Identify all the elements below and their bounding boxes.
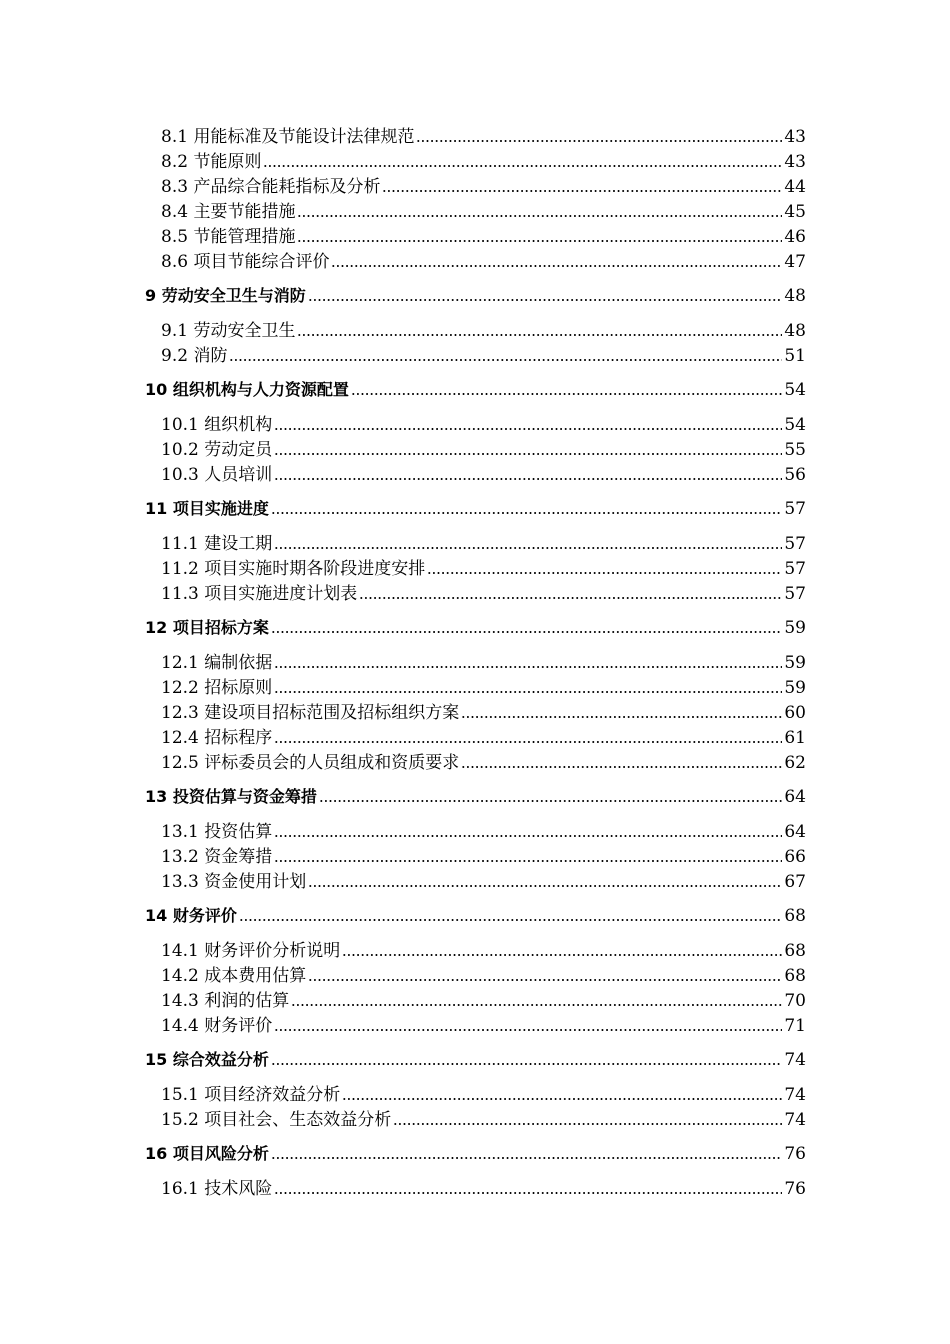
- toc-page-number: 74: [784, 1050, 806, 1070]
- dot-leader: [274, 1191, 782, 1195]
- toc-page-number: 59: [784, 653, 806, 673]
- toc-page-number: 76: [784, 1179, 806, 1199]
- toc-entry-line: [145, 903, 806, 927]
- toc-entry-line: [145, 615, 806, 639]
- toc-section-entry[interactable]: [0, 819, 950, 843]
- toc-chapter-entry[interactable]: [0, 1141, 950, 1165]
- toc-section-entry[interactable]: [0, 1082, 950, 1106]
- toc-entry-line: [161, 1176, 806, 1200]
- toc-section-entry[interactable]: [0, 531, 950, 555]
- toc-entry-line: [161, 1082, 806, 1106]
- toc-section-entry[interactable]: [0, 343, 950, 367]
- toc-entry-title: 9 劳动安全卫生与消防: [145, 286, 306, 305]
- toc-page-number: 45: [784, 202, 806, 222]
- dot-leader: [229, 358, 782, 362]
- dot-leader: [271, 1156, 783, 1160]
- toc-section-entry[interactable]: [0, 988, 950, 1012]
- toc-section-entry[interactable]: [0, 650, 950, 674]
- toc-section-entry[interactable]: [0, 412, 950, 436]
- toc-entry-title: 11 项目实施进度: [145, 499, 269, 518]
- toc-entry-title: 8.4 主要节能措施: [161, 202, 296, 222]
- toc-page-number: 55: [784, 440, 806, 460]
- dot-leader: [331, 264, 782, 268]
- dot-leader: [239, 918, 783, 922]
- dot-leader: [274, 477, 782, 481]
- toc-entry-line: [145, 496, 806, 520]
- toc-entry-title: 14.4 财务评价: [161, 1016, 273, 1036]
- toc-chapter-entry[interactable]: [0, 615, 950, 639]
- toc-page-number: 64: [784, 787, 806, 807]
- toc-entry-line: [161, 750, 806, 774]
- toc-entry-line: [145, 377, 806, 401]
- toc-entry-line: [161, 199, 806, 223]
- toc-section-entry[interactable]: [0, 750, 950, 774]
- dot-leader: [263, 164, 782, 168]
- toc-section-entry[interactable]: [0, 725, 950, 749]
- toc-chapter-entry[interactable]: [0, 1047, 950, 1071]
- dot-leader: [342, 1097, 782, 1101]
- toc-page-number: 71: [784, 1016, 806, 1036]
- toc-page-number: 74: [784, 1110, 806, 1130]
- dot-leader: [382, 189, 782, 193]
- toc-section-entry[interactable]: [0, 224, 950, 248]
- toc-entry-line: [161, 174, 806, 198]
- toc-entry-title: 10.1 组织机构: [161, 415, 273, 435]
- toc-entry-line: [161, 1107, 806, 1131]
- dot-leader: [297, 214, 782, 218]
- toc-page-number: 57: [784, 499, 806, 519]
- dot-leader: [271, 511, 783, 515]
- toc-entry-title: 8.3 产品综合能耗指标及分析: [161, 177, 381, 197]
- toc-entry-line: [161, 700, 806, 724]
- toc-page-number: 57: [784, 584, 806, 604]
- toc-page-number: 70: [784, 991, 806, 1011]
- toc-page-number: 66: [784, 847, 806, 867]
- toc-entry-title: 10.2 劳动定员: [161, 440, 273, 460]
- toc-entry-line: [161, 531, 806, 555]
- dot-leader: [274, 859, 782, 863]
- dot-leader: [297, 239, 782, 243]
- dot-leader: [308, 298, 783, 302]
- toc-entry-title: 8.6 项目节能综合评价: [161, 252, 330, 272]
- dot-leader: [274, 665, 782, 669]
- dot-leader: [274, 834, 782, 838]
- dot-leader: [416, 139, 782, 143]
- toc-page-number: 67: [784, 872, 806, 892]
- toc-entry-title: 14 财务评价: [145, 906, 237, 925]
- toc-section-entry[interactable]: [0, 149, 950, 173]
- toc-entry-title: 9.2 消防: [161, 346, 228, 366]
- toc-entry-title: 12.2 招标原则: [161, 678, 273, 698]
- toc-section-entry[interactable]: [0, 675, 950, 699]
- toc-page-number: 59: [784, 618, 806, 638]
- toc-entry-title: 13.1 投资估算: [161, 822, 273, 842]
- toc-page-number: 43: [784, 127, 806, 147]
- toc-entry-line: [161, 343, 806, 367]
- dot-leader: [351, 392, 783, 396]
- toc-entry-line: [161, 675, 806, 699]
- toc-page-number: 46: [784, 227, 806, 247]
- toc-section-entry[interactable]: [0, 437, 950, 461]
- toc-section-entry[interactable]: [0, 1176, 950, 1200]
- toc-entry-title: 12.4 招标程序: [161, 728, 273, 748]
- toc-entry-line: [161, 725, 806, 749]
- toc-section-entry[interactable]: [0, 869, 950, 893]
- toc-page-number: 60: [784, 703, 806, 723]
- dot-leader: [342, 953, 782, 957]
- toc-page-number: 48: [784, 321, 806, 341]
- toc-section-entry[interactable]: [0, 1107, 950, 1131]
- toc-page-number: 68: [784, 941, 806, 961]
- toc-page-number: 51: [784, 346, 806, 366]
- toc-page-number: 59: [784, 678, 806, 698]
- toc-entry-title: 14.1 财务评价分析说明: [161, 941, 341, 961]
- toc-entry-line: [145, 1141, 806, 1165]
- dot-leader: [297, 333, 782, 337]
- toc-entry-line: [161, 844, 806, 868]
- toc-page-number: 54: [784, 415, 806, 435]
- toc-entry-line: [161, 462, 806, 486]
- toc-entry-title: 12.5 评标委员会的人员组成和资质要求: [161, 753, 460, 773]
- dot-leader: [319, 799, 783, 803]
- toc-entry-title: 15.2 项目社会、生态效益分析: [161, 1110, 392, 1130]
- toc-entry-title: 10 组织机构与人力资源配置: [145, 380, 349, 399]
- toc-section-entry[interactable]: [0, 124, 950, 148]
- toc-section-entry[interactable]: [0, 318, 950, 342]
- toc-entry-line: [161, 938, 806, 962]
- toc-entry-line: [161, 412, 806, 436]
- toc-section-entry[interactable]: [0, 462, 950, 486]
- dot-leader: [461, 765, 782, 769]
- dot-leader: [393, 1122, 782, 1126]
- toc-section-entry[interactable]: [0, 174, 950, 198]
- toc-page-number: 44: [784, 177, 806, 197]
- toc-entry-line: [161, 124, 806, 148]
- dot-leader: [461, 715, 782, 719]
- dot-leader: [274, 452, 782, 456]
- toc-section-entry[interactable]: [0, 844, 950, 868]
- toc-page-number: 61: [784, 728, 806, 748]
- toc-entry-line: [145, 1047, 806, 1071]
- toc-section-entry[interactable]: [0, 700, 950, 724]
- dot-leader: [274, 546, 782, 550]
- toc-entry-line: [161, 869, 806, 893]
- dot-leader: [271, 1062, 783, 1066]
- toc-section-entry[interactable]: [0, 1013, 950, 1037]
- toc-entry-line: [161, 556, 806, 580]
- dot-leader: [359, 596, 782, 600]
- toc-section-entry[interactable]: [0, 199, 950, 223]
- toc-entry-title: 15 综合效益分析: [145, 1050, 269, 1069]
- toc-entry-title: 14.2 成本费用估算: [161, 966, 307, 986]
- toc-entry-line: [161, 988, 806, 1012]
- toc-page-number: 56: [784, 465, 806, 485]
- toc-entry-title: 8.2 节能原则: [161, 152, 262, 172]
- toc-page-number: 74: [784, 1085, 806, 1105]
- toc-entry-line: [145, 283, 806, 307]
- toc-entry-line: [145, 784, 806, 808]
- toc-entry-title: 11.3 项目实施进度计划表: [161, 584, 358, 604]
- toc-entry-title: 16.1 技术风险: [161, 1179, 273, 1199]
- toc-entry-line: [161, 1013, 806, 1037]
- toc-chapter-entry[interactable]: [0, 496, 950, 520]
- toc-section-entry[interactable]: [0, 249, 950, 273]
- toc-page-number: 48: [784, 286, 806, 306]
- toc-entry-line: [161, 249, 806, 273]
- dot-leader: [308, 884, 782, 888]
- toc-page-number: 47: [784, 252, 806, 272]
- dot-leader: [274, 740, 782, 744]
- toc-entry-title: 8.5 节能管理措施: [161, 227, 296, 247]
- toc-section-entry[interactable]: [0, 963, 950, 987]
- toc-section-entry[interactable]: [0, 581, 950, 605]
- toc-chapter-entry[interactable]: [0, 784, 950, 808]
- dot-leader: [274, 1028, 782, 1032]
- toc-entry-line: [161, 224, 806, 248]
- toc-entry-title: 13 投资估算与资金筹措: [145, 787, 317, 806]
- toc-entry-title: 8.1 用能标准及节能设计法律规范: [161, 127, 415, 147]
- toc-chapter-entry[interactable]: [0, 903, 950, 927]
- toc-entry-title: 9.1 劳动安全卫生: [161, 321, 296, 341]
- toc-entry-line: [161, 581, 806, 605]
- toc-chapter-entry[interactable]: [0, 283, 950, 307]
- toc-entry-title: 15.1 项目经济效益分析: [161, 1085, 341, 1105]
- toc-page-number: 64: [784, 822, 806, 842]
- toc-page-number: 54: [784, 380, 806, 400]
- toc-entry-line: [161, 318, 806, 342]
- toc-entry-title: 13.2 资金筹措: [161, 847, 273, 867]
- toc-entry-title: 14.3 利润的估算: [161, 991, 290, 1011]
- toc-page-number: 43: [784, 152, 806, 172]
- toc-entry-line: [161, 650, 806, 674]
- toc-entry-line: [161, 437, 806, 461]
- toc-section-entry[interactable]: [0, 938, 950, 962]
- toc-page-number: 57: [784, 559, 806, 579]
- toc-entry-line: [161, 819, 806, 843]
- toc-entry-title: 12.3 建设项目招标范围及招标组织方案: [161, 703, 460, 723]
- toc-section-entry[interactable]: [0, 556, 950, 580]
- toc-entry-title: 11.1 建设工期: [161, 534, 273, 554]
- toc-page-number: 62: [784, 753, 806, 773]
- toc-entry-title: 13.3 资金使用计划: [161, 872, 307, 892]
- dot-leader: [274, 427, 782, 431]
- toc-page-number: 68: [784, 966, 806, 986]
- dot-leader: [271, 630, 783, 634]
- dot-leader: [274, 690, 782, 694]
- toc-entry-line: [161, 149, 806, 173]
- toc-entry-title: 12.1 编制依据: [161, 653, 273, 673]
- dot-leader: [427, 571, 782, 575]
- toc-page-number: 57: [784, 534, 806, 554]
- toc-page-number: 68: [784, 906, 806, 926]
- toc-entry-title: 12 项目招标方案: [145, 618, 269, 637]
- toc-chapter-entry[interactable]: [0, 377, 950, 401]
- toc-entry-title: 10.3 人员培训: [161, 465, 273, 485]
- toc-entry-line: [161, 963, 806, 987]
- toc-page-number: 76: [784, 1144, 806, 1164]
- dot-leader: [308, 978, 782, 982]
- toc-entry-title: 16 项目风险分析: [145, 1144, 269, 1163]
- toc-entry-title: 11.2 项目实施时期各阶段进度安排: [161, 559, 426, 579]
- dot-leader: [291, 1003, 782, 1007]
